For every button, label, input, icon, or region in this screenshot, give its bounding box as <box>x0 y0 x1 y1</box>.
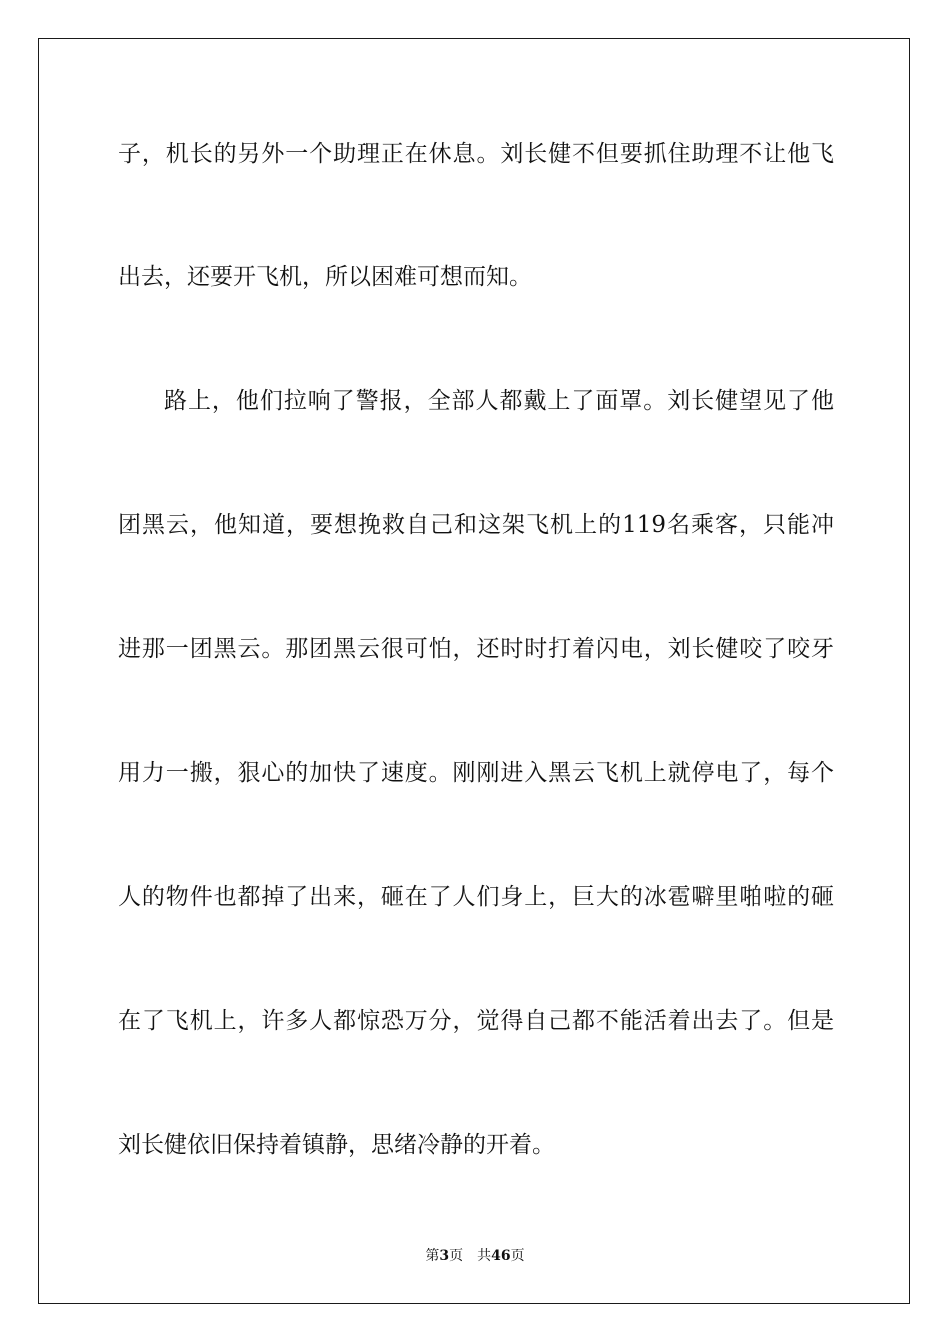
total-prefix: 共 <box>477 1248 492 1264</box>
text-line-3: 路上，他们拉响了警报，全部人都戴上了面罩。刘长健望见了他 <box>164 388 834 414</box>
text-line-5: 进那一团黑云。那团黑云很可怕，还时时打着闪电，刘长健咬了咬牙 <box>118 636 834 662</box>
text-line-4: 团黑云，他知道，要想挽救自己和这架飞机上的119名乘客，只能冲 <box>118 512 834 538</box>
total-pages-number: 46 <box>491 1248 511 1264</box>
page-suffix: 页 <box>449 1248 464 1264</box>
current-page-number: 3 <box>439 1248 450 1264</box>
text-line-1: 子，机长的另外一个助理正在休息。刘长健不但要抓住助理不让他飞 <box>118 141 834 167</box>
page-border <box>38 38 910 1304</box>
text-line-9: 刘长健依旧保持着镇静，思绪冷静的开着。 <box>118 1132 555 1158</box>
text-line-8: 在了飞机上，许多人都惊恐万分，觉得自己都不能活着出去了。但是 <box>118 1008 834 1034</box>
total-suffix: 页 <box>510 1248 525 1264</box>
text-line-2: 出去，还要开飞机，所以困难可想而知。 <box>118 264 532 290</box>
text-line-7: 人的物件也都掉了出来，砸在了人们身上，巨大的冰雹噼里啪啦的砸 <box>118 884 834 910</box>
text-line-6: 用力一搬，狠心的加快了速度。刚刚进入黑云飞机上就停电了，每个 <box>118 760 834 786</box>
page-footer <box>0 1246 950 1266</box>
page-prefix: 第 <box>425 1248 440 1264</box>
